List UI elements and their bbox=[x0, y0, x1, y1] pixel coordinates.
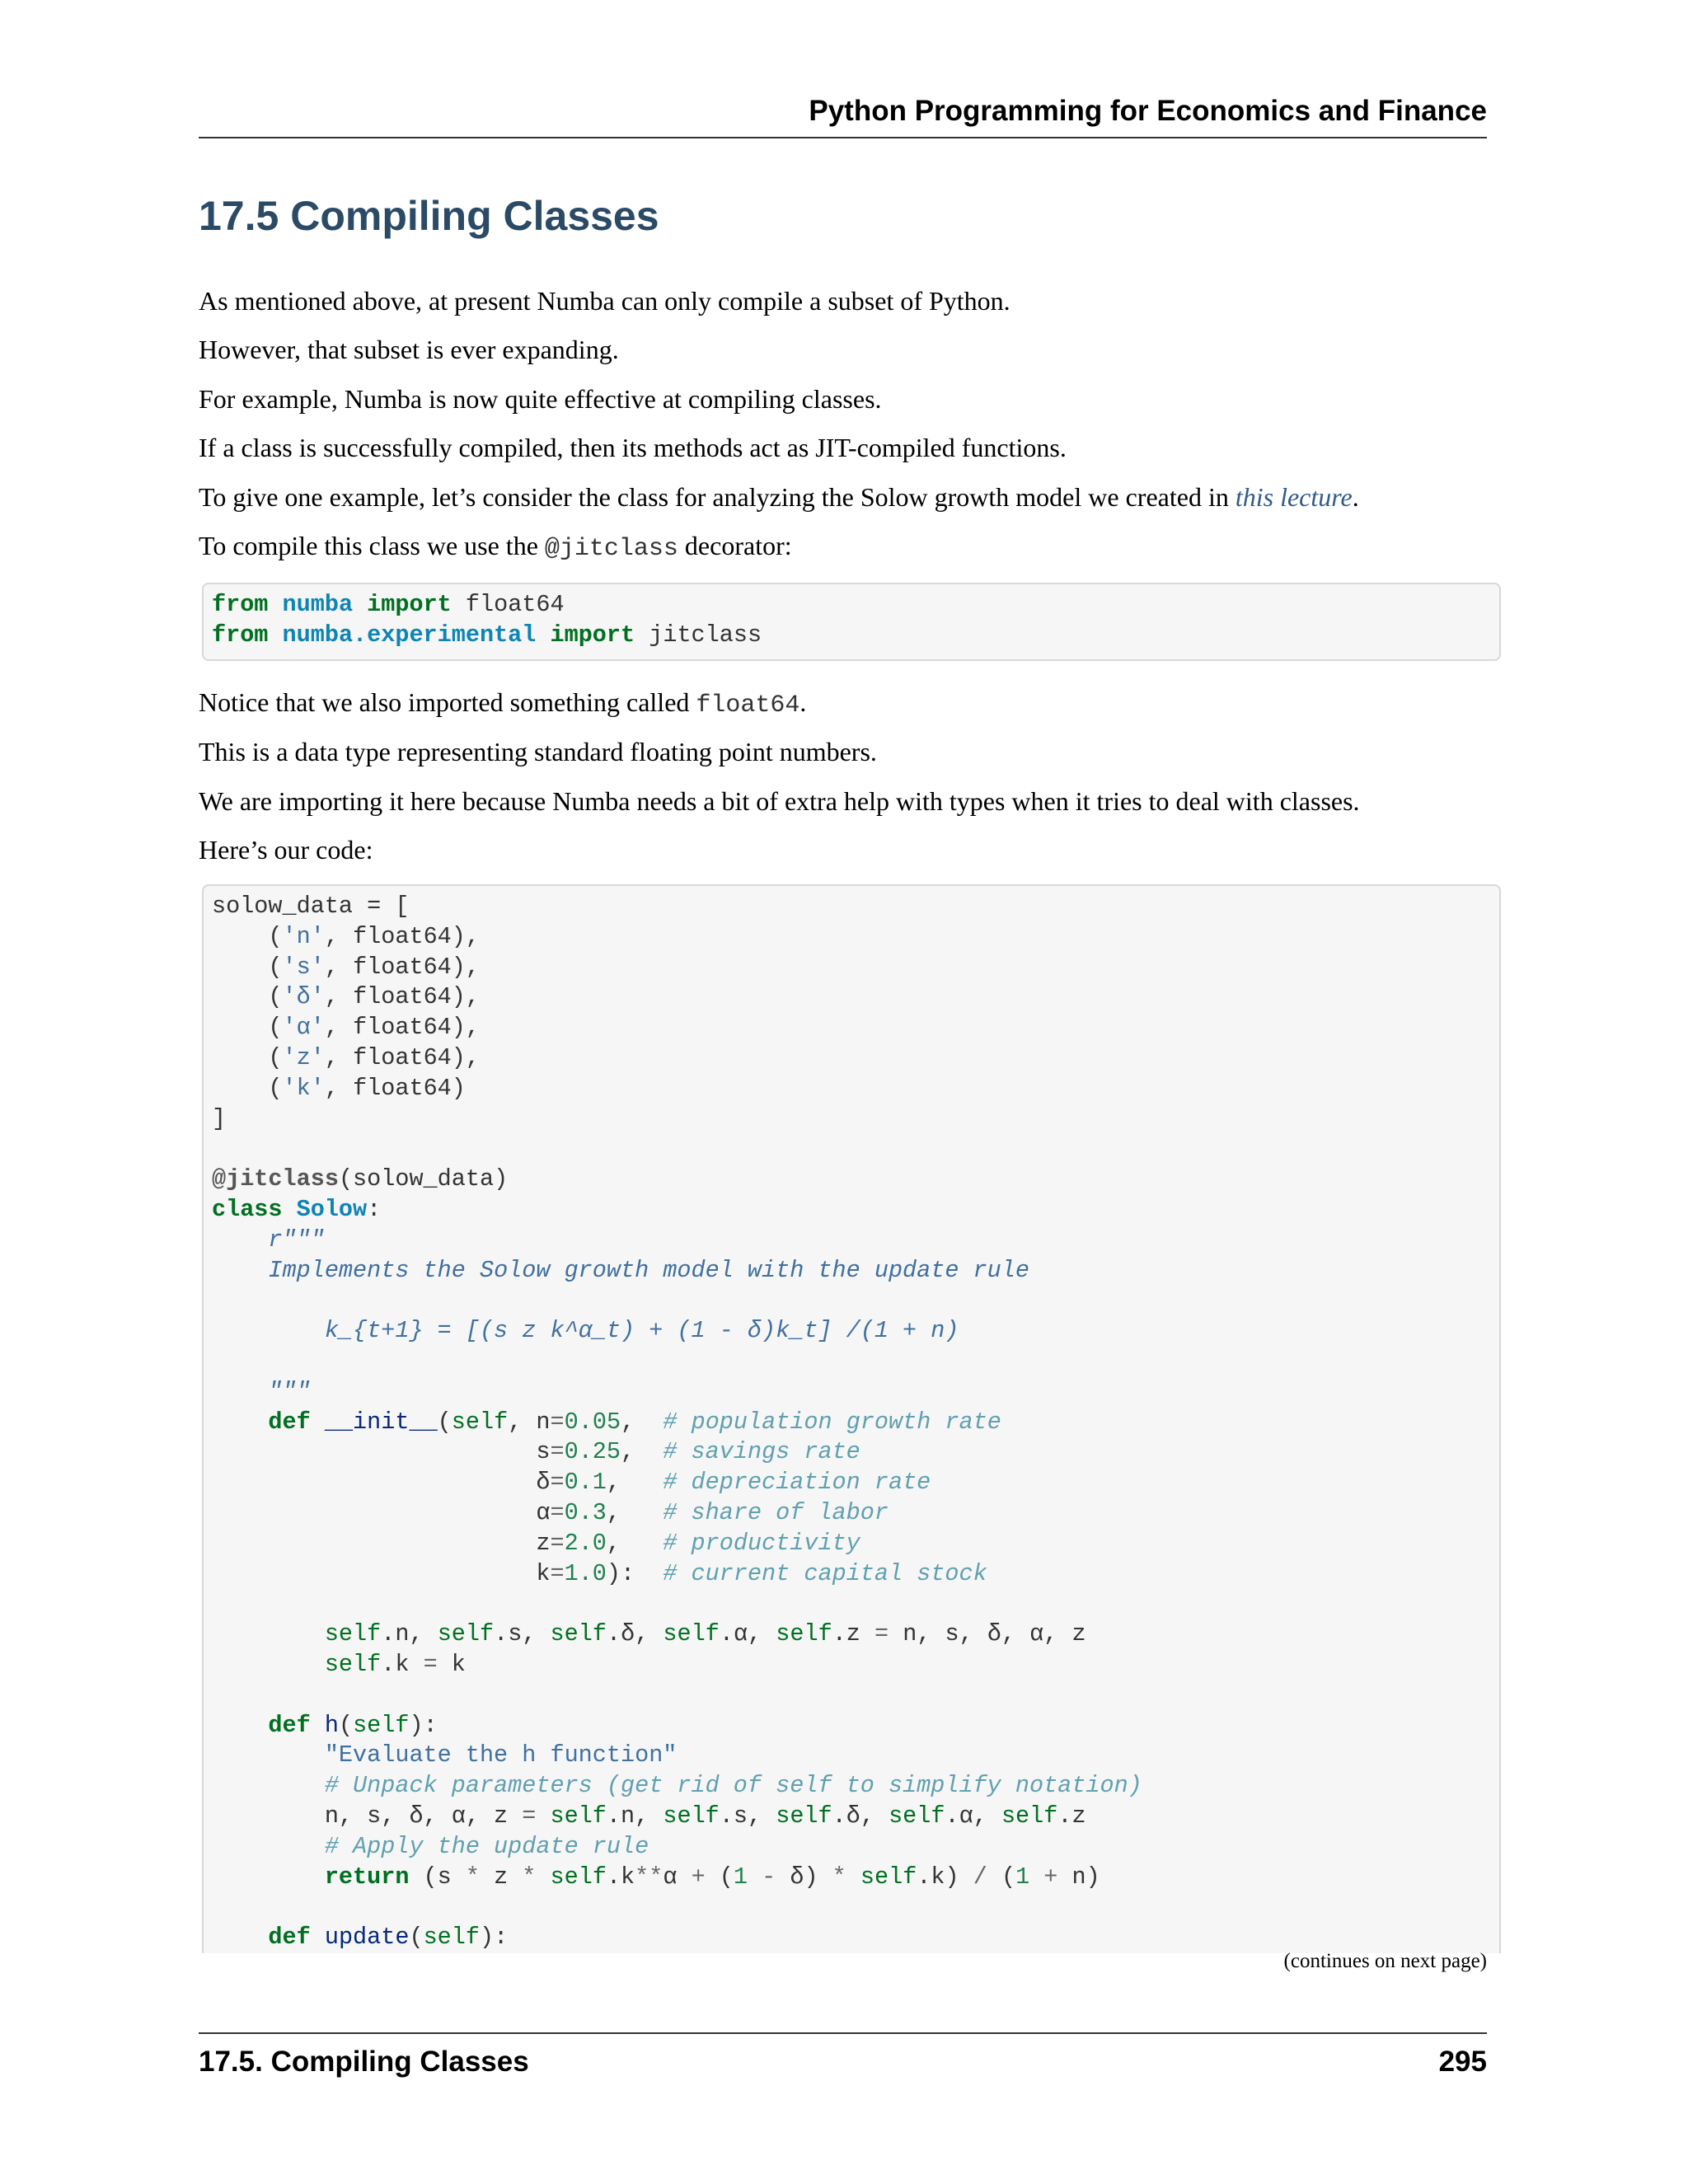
code-line: ('s', float64), bbox=[212, 953, 481, 981]
code-line: self.n, self.s, self.δ, self.α, self.z = n, s, δ, α, z bbox=[324, 1620, 1086, 1648]
code-line: """ bbox=[268, 1377, 311, 1405]
paragraph-float64-end: . bbox=[799, 687, 807, 717]
code-line: class Solow: bbox=[212, 1195, 382, 1223]
code-line: n, s, δ, α, z = self.n, self.s, self.δ, self.α, self.z bbox=[324, 1802, 1086, 1830]
code-line: def __init__(self, n=0.05, # population growth rate bbox=[268, 1408, 1001, 1436]
code-line: self.k = k bbox=[324, 1650, 466, 1678]
code-line: from numba import float64 bbox=[212, 591, 565, 618]
page-footer bbox=[199, 2032, 1487, 2080]
code-line: α=0.3, # share of labor bbox=[536, 1498, 889, 1526]
paragraph-expanding: However, that subset is ever expanding. bbox=[199, 335, 619, 364]
code-line: k=1.0): # current capital stock bbox=[536, 1559, 987, 1587]
footer-section: 17.5. Compiling Classes bbox=[199, 2046, 529, 2078]
imports-code-block bbox=[202, 583, 1501, 661]
code-line: ('n', float64), bbox=[212, 922, 481, 950]
code-line: "Evaluate the h function" bbox=[324, 1741, 678, 1769]
lecture-link[interactable]: this lecture bbox=[1235, 482, 1353, 512]
code-line: ('α', float64), bbox=[212, 1014, 481, 1042]
code-line: z=2.0, # productivity bbox=[536, 1529, 860, 1557]
code-line: @jitclass(solow_data) bbox=[212, 1165, 509, 1193]
code-line: k_{t+1} = [(s z k^α_t) + (1 - δ)k_t] /(1 + n) bbox=[324, 1317, 959, 1345]
code-line: return (s * z * self.k**α + (1 - δ) * self.k) / (1 + n) bbox=[324, 1863, 1100, 1891]
book-title: Python Programming for Economics and Finance bbox=[809, 95, 1487, 127]
paragraph-decorator-end: decorator: bbox=[678, 531, 792, 560]
paragraph-importing: We are importing it here because Numba needs a bit of extra help with types when it tries to deal with classes. bbox=[199, 786, 1360, 816]
code-line: def update(self): bbox=[268, 1924, 509, 1952]
paragraph-example bbox=[199, 480, 1359, 513]
running-header bbox=[199, 92, 1487, 138]
paragraph-float64-text: Notice that we also imported something called bbox=[199, 687, 696, 717]
code-line: from numba.experimental import jitclass bbox=[212, 621, 762, 649]
paragraph-jit: If a class is successfully compiled, then its methods act as JIT-compiled functions. bbox=[199, 433, 1067, 462]
paragraph-decorator-text: To compile this class we use the bbox=[199, 531, 545, 560]
paragraph-subset: As mentioned above, at present Numba can only compile a subset of Python. bbox=[199, 286, 1010, 316]
section-title: 17.5 Compiling Classes bbox=[199, 193, 659, 239]
paragraph-decorator bbox=[199, 529, 792, 565]
code-line: def h(self): bbox=[268, 1711, 438, 1739]
code-line: # Apply the update rule bbox=[324, 1832, 649, 1860]
paragraph-code-intro: Here’s our code: bbox=[199, 835, 373, 865]
paragraph-example-text: To give one example, let’s consider the class for analyzing the Solow growth model we created in bbox=[199, 482, 1236, 512]
solow-code-block bbox=[202, 884, 1501, 1953]
continues-note: (continues on next page) bbox=[1283, 1950, 1487, 1972]
code-line: r""" bbox=[268, 1226, 325, 1254]
paragraph-example-end: . bbox=[1352, 482, 1359, 512]
code-line: δ=0.1, # depreciation rate bbox=[536, 1469, 931, 1497]
code-line: ('δ', float64), bbox=[212, 983, 481, 1011]
jitclass-inline-code: @jitclass bbox=[544, 535, 678, 563]
float64-inline-code: float64 bbox=[696, 691, 800, 719]
code-line: solow_data = [ bbox=[212, 893, 410, 920]
paragraph-float64 bbox=[199, 686, 806, 722]
code-line: ('k', float64) bbox=[212, 1074, 466, 1102]
code-line: Implements the Solow growth model with the update rule bbox=[268, 1256, 1029, 1284]
code-line: s=0.25, # savings rate bbox=[536, 1438, 860, 1466]
paragraph-classes: For example, Numba is now quite effective at compiling classes. bbox=[199, 384, 882, 414]
paragraph-data-type: This is a data type representing standard floating point numbers. bbox=[199, 737, 877, 766]
code-line: ('z', float64), bbox=[212, 1043, 481, 1071]
page-number: 295 bbox=[1438, 2046, 1487, 2078]
code-line: ] bbox=[212, 1104, 227, 1132]
code-line: # Unpack parameters (get rid of self to simplify notation) bbox=[324, 1772, 1142, 1800]
